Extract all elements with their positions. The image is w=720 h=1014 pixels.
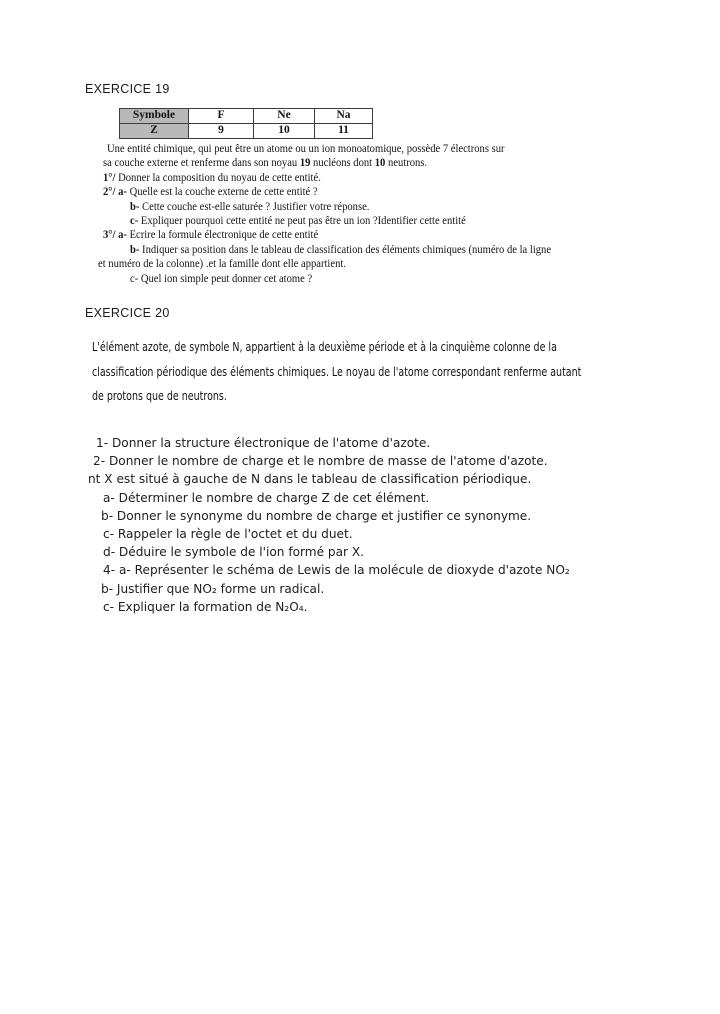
bold-text-segment: 10: [374, 157, 386, 170]
table-header-cell: Ne: [254, 109, 315, 124]
exercise-19-text-block: [0, 142, 720, 286]
exercise-20-intro-line: L'élément azote, de symbole N, appartient à la deuxième période et à la cinquième colonne de la: [92, 339, 557, 354]
bold-text-segment: 1°/: [103, 171, 116, 184]
exercise-20-question-line: b- Justifier que NO₂ forme un radical.: [101, 580, 325, 596]
exercise-19-text-line: [0, 185, 720, 199]
exercise-19-text-line: [0, 156, 720, 170]
exercise-20-question-line: 4- a- Représenter le schéma de Lewis de la molécule de dioxyde d'azote NO₂: [103, 562, 570, 578]
text-segment: Une entité chimique, qui peut être un atome ou un ion monoatomique, possède 7 électrons sur: [107, 143, 505, 155]
text-segment: Indiquer sa position dans le tableau de classification des éléments chimiques (numéro de la ligne: [139, 243, 552, 256]
exercise-20-intro-line: classification périodique des éléments chimiques. Le noyau de l'atome correspondant renferme autant: [92, 363, 582, 379]
exercise-20-title: EXERCICE 20: [85, 306, 170, 320]
table-header-cell: F: [189, 109, 254, 124]
table-header-cell: Symbole: [120, 109, 189, 124]
exercise-20-question-list: [0, 434, 720, 616]
text-segment: et numéro de la colonne) .et la famille dont elle appartient.: [98, 258, 346, 271]
text-segment: Donner la composition du noyau de cette entité.: [115, 171, 321, 184]
exercise-20-intro-paragraph: [0, 335, 720, 409]
text-segment: Ecrire la formule électronique de cette entité: [126, 229, 319, 242]
text-segment: Cette couche est-elle saturée ? Justifier votre réponse.: [139, 200, 370, 213]
bold-text-segment: c-: [130, 215, 139, 228]
table-value-cell: 9: [189, 124, 254, 139]
table-value-cell: Z: [120, 124, 189, 139]
exercise-19-text-line: [0, 200, 720, 214]
exercise-20-question-line: b- Donner le synonyme du nombre de charge et justifier ce synonyme.: [101, 507, 532, 523]
exercise-19-text-line: [0, 243, 720, 257]
exercise-19-title: EXERCICE 19: [85, 82, 170, 96]
text-segment: neutrons.: [385, 157, 428, 170]
exercise-20-question-line: 2- Donner le nombre de charge et le nombre de masse de l'atome d'azote.: [93, 453, 548, 469]
text-segment: nucléons dont: [310, 157, 375, 170]
text-segment: sa couche externe et renferme dans son noyau: [103, 157, 300, 170]
bold-text-segment: 2°/ a-: [103, 186, 127, 199]
exercise-20-question-line: c- Expliquer la formation de N₂O₄.: [103, 598, 308, 614]
table-value-cell: 11: [315, 124, 373, 139]
exercise-20-question-line: d- Déduire le symbole de l'ion formé par X.: [103, 544, 365, 560]
exercise-20-question-line: nt X est situé à gauche de N dans le tableau de classification périodique.: [88, 471, 532, 487]
bold-text-segment: 19: [299, 157, 311, 170]
exercise-19-text-line: [0, 257, 720, 271]
exercise-19-text-line: [0, 142, 720, 156]
text-segment: Expliquer pourquoi cette entité ne peut pas être un ion ?Identifier cette entité: [138, 215, 466, 228]
bold-text-segment: 3°/ a-: [103, 229, 127, 242]
exercise-20-question-line: c- Rappeler la règle de l'octet et du duet.: [103, 526, 353, 542]
text-segment: c- Quel ion simple peut donner cet atome ?: [130, 272, 313, 285]
exercise-20-question-line: a- Déterminer le nombre de charge Z de cet élément.: [103, 489, 430, 505]
table-header-cell: Na: [315, 109, 373, 124]
exercise-19-text-line: [0, 228, 720, 242]
bold-text-segment: b-: [130, 200, 140, 213]
exercise-20-intro-line: de protons que de neutrons.: [92, 388, 227, 403]
exercise-19-text-line: [0, 171, 720, 185]
text-segment: Quelle est la couche externe de cette entité ?: [126, 186, 318, 199]
exercise-19-text-line: [0, 272, 720, 286]
exercise-20-question-line: 1- Donner la structure électronique de l'atome d'azote.: [96, 435, 431, 450]
table-value-cell: 10: [254, 124, 315, 139]
exercise-19-text-line: [0, 214, 720, 228]
bold-text-segment: b-: [130, 243, 140, 256]
symbol-table: [119, 108, 373, 139]
